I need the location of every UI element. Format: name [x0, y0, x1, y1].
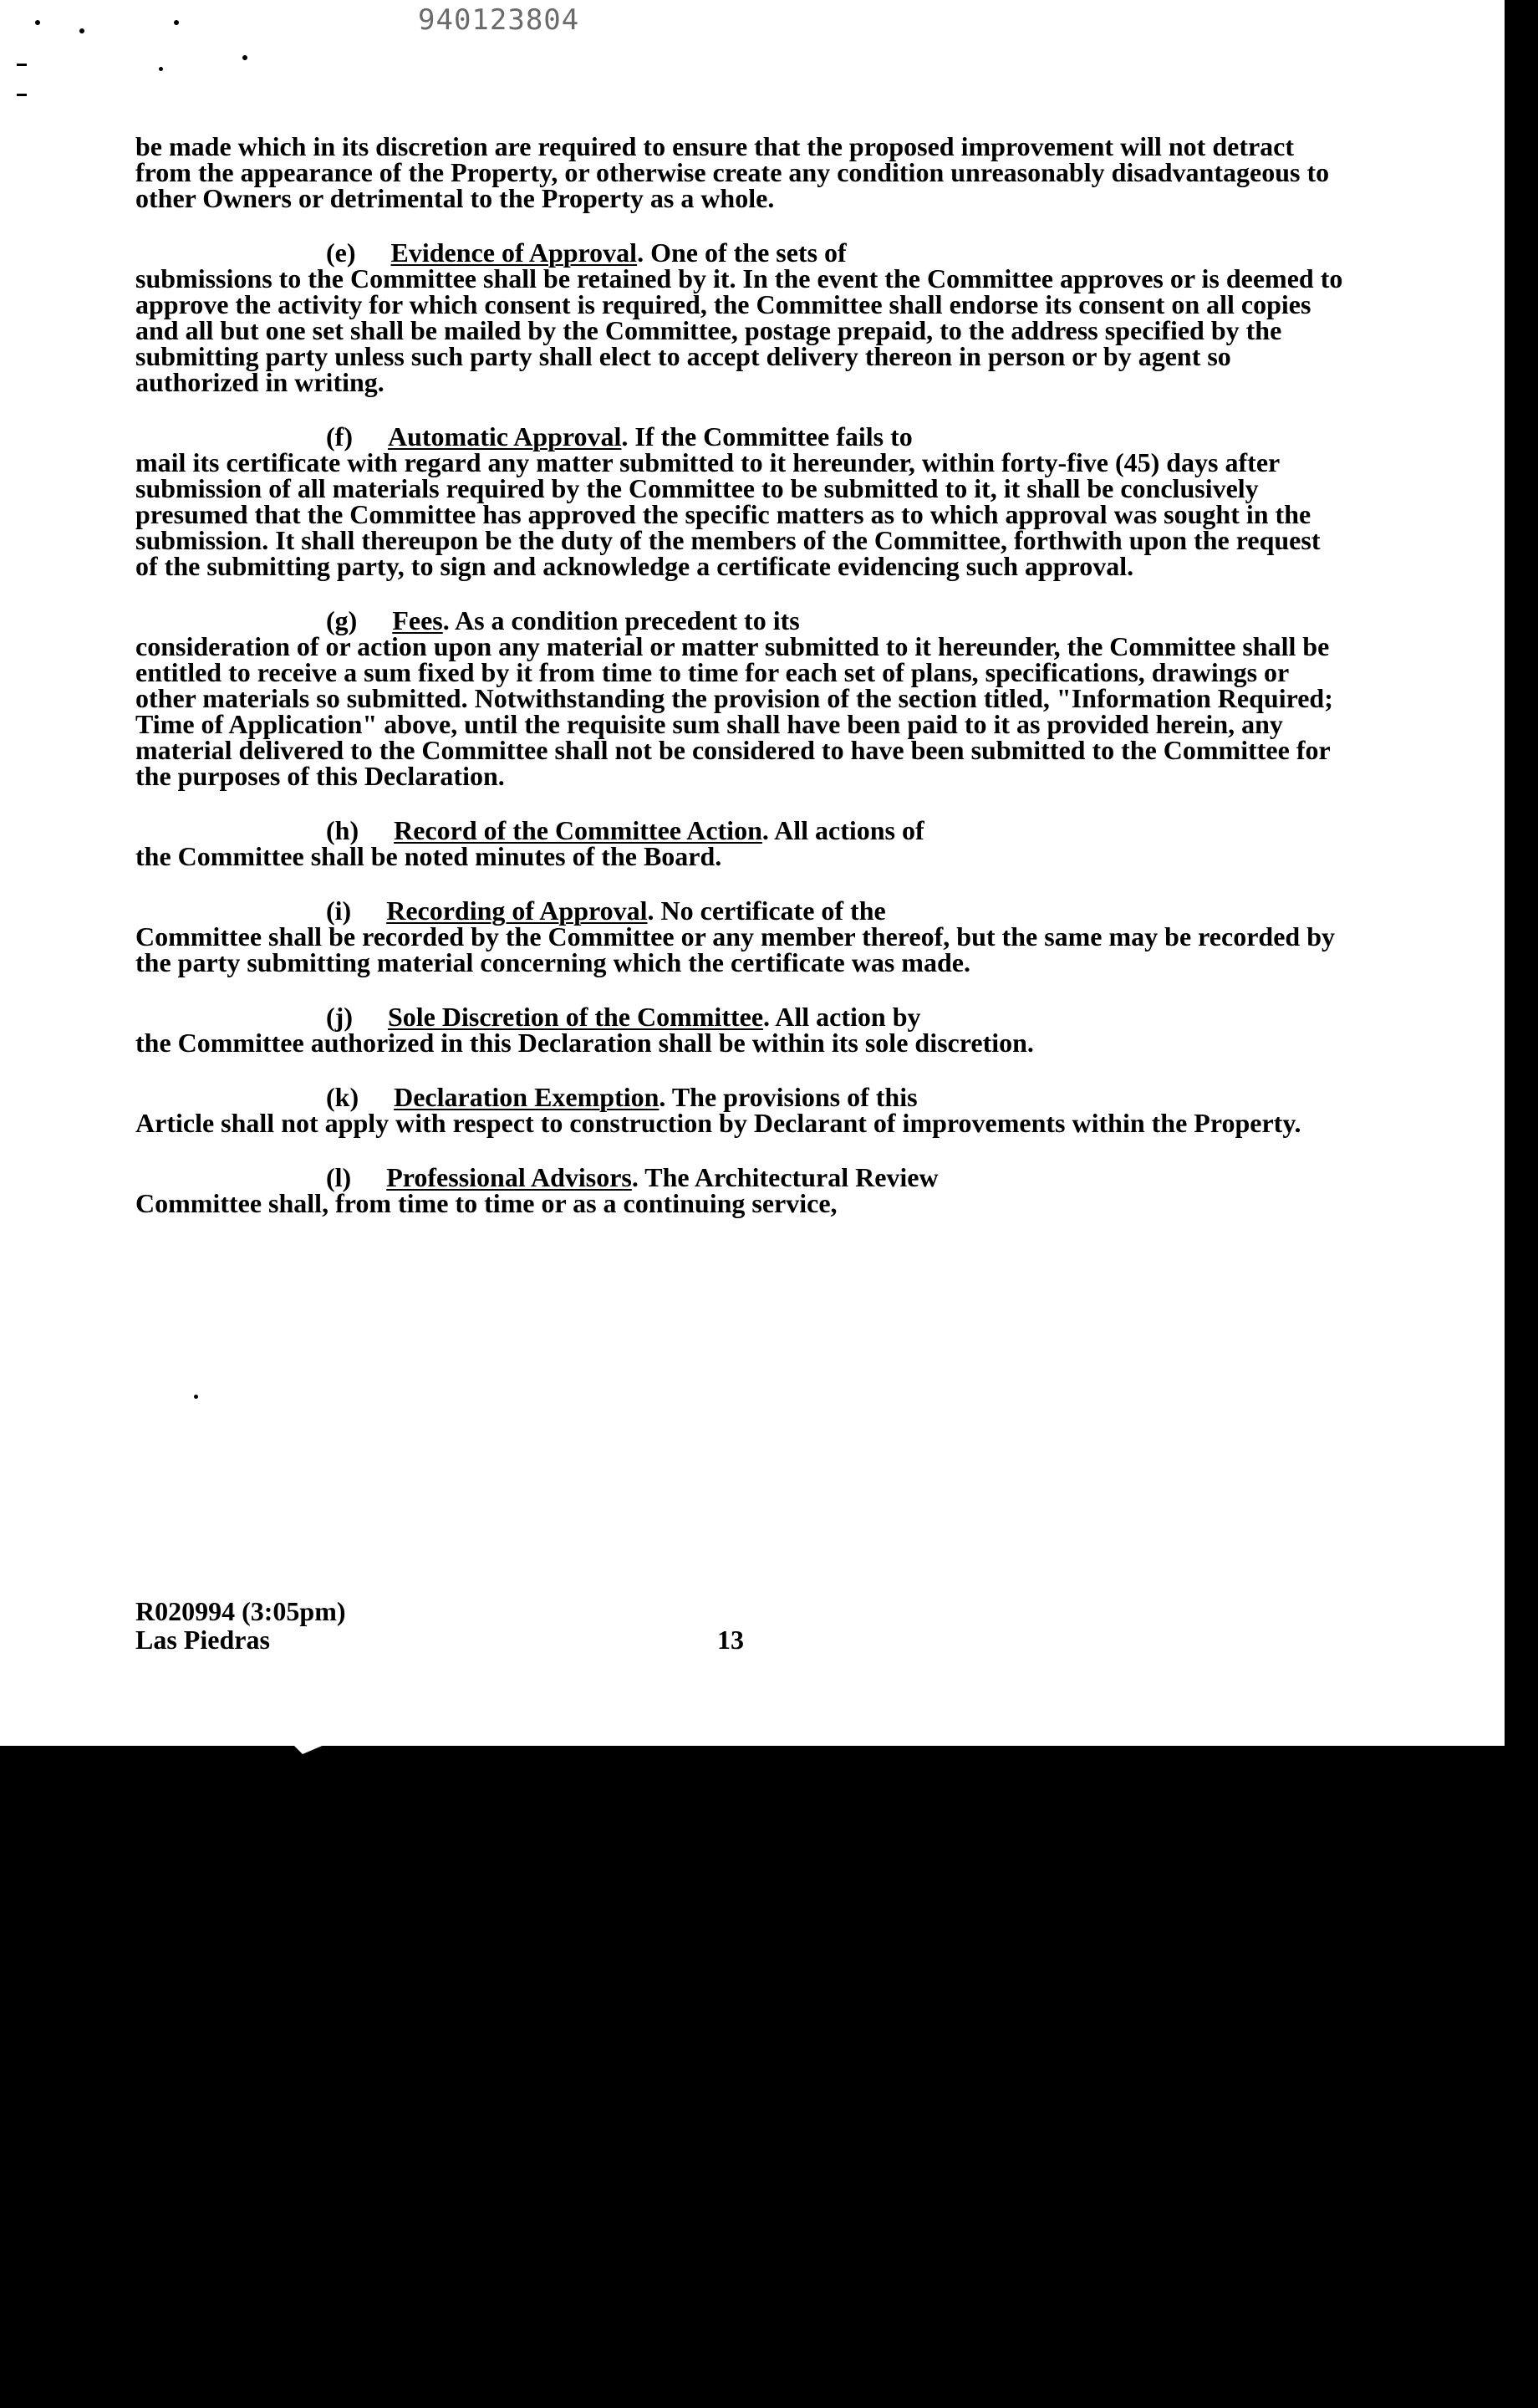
paragraph-first-line — [135, 815, 1347, 845]
footer-project: Las Piedras — [135, 1625, 270, 1655]
paragraph-first-line — [135, 605, 1347, 635]
paragraph-text: submissions to the Committee shall be retained by it. In the event the Committee approves or is deemed to approve the activity for which consent is required, the Committee shall endorse its consent on all copies and all but one set shall be mailed by the Committee, postage prepaid, to the address specified by the submitting party unless such party shall elect to accept delivery thereon in person or by agent so authorized in writing. — [135, 263, 1343, 397]
paragraph-lead: . All action by — [763, 1002, 921, 1032]
paragraph-text: mail its certificate with regard any matter submitted to it hereunder, within forty-five (45) days after submission of all materials required by the Committee to be submitted to it, it shall be conclusively presumed that the Committee has approved the specific matters as to which approval was sought in the submission. It shall thereupon be the duty of the members of the Committee, forthwith upon the request of the submitting party, to sign and acknowledge a certificate evidencing such approval. — [135, 447, 1321, 581]
paragraph-l — [135, 1162, 1347, 1218]
paragraph-lead: . As a condition precedent to its — [442, 605, 800, 635]
paragraph-intro — [135, 131, 1347, 213]
scan-speck — [194, 1395, 198, 1399]
paragraph-first-line — [135, 1162, 1347, 1192]
page-footer — [135, 1597, 1347, 1654]
paragraph-label: (j) — [326, 1002, 353, 1032]
paragraph-first-line — [135, 1084, 1347, 1110]
scan-speck — [159, 67, 163, 71]
section-heading: Professional Advisors — [386, 1162, 632, 1192]
paragraph-text: the Committee authorized in this Declaration shall be within its sole discretion. — [135, 1028, 1034, 1058]
document-body — [135, 131, 1347, 1245]
paragraph-j — [135, 1004, 1347, 1056]
section-heading: Recording of Approval — [386, 895, 648, 926]
paragraph-label: (g) — [326, 605, 358, 635]
paragraph-lead: . One of the sets of — [637, 237, 847, 268]
paragraph-h — [135, 815, 1347, 871]
paragraph-text: Committee shall, from time to time or as a continuing service, — [135, 1188, 838, 1218]
paragraph-first-line — [135, 1004, 1347, 1030]
paragraph-label: (i) — [326, 895, 352, 926]
scan-speck — [35, 20, 40, 25]
section-heading: Evidence of Approval — [390, 237, 638, 268]
paragraph-text: be made which in its discretion are required to ensure that the proposed improvement will not detract from the appearance of the Property, or otherwise create any condition unreasonably disadvantageous to other Owners or detrimental to the Property as a whole. — [135, 131, 1330, 213]
section-heading: Declaration Exemption — [394, 1082, 660, 1112]
paragraph-f — [135, 421, 1347, 581]
paragraph-lead: . No certificate of the — [647, 895, 886, 926]
paragraph-lead: . All actions of — [761, 815, 924, 845]
scan-dash — [17, 64, 27, 66]
paragraph-label: (k) — [326, 1082, 359, 1112]
page-number: 13 — [717, 1625, 744, 1655]
paragraph-label: (f) — [326, 421, 353, 452]
scan-speck — [79, 28, 84, 33]
paragraph-text: Article shall not apply with respect to construction by Declarant of improvements within the Property. — [135, 1108, 1301, 1138]
paragraph-text: Committee shall be recorded by the Committee or any member thereof, but the same may be recorded by the party submitting material concerning which the certificate was made. — [135, 921, 1335, 977]
scan-edge-mark — [293, 1744, 326, 1754]
paragraph-i — [135, 895, 1347, 977]
paragraph-first-line — [135, 421, 1347, 452]
paragraph-lead: . The provisions of this — [659, 1082, 918, 1112]
scan-dash — [17, 94, 27, 96]
scan-speck — [174, 20, 179, 25]
scan-speck — [242, 55, 247, 60]
document-id-stamp: 940123804 — [418, 3, 580, 37]
paragraph-label: (e) — [326, 237, 356, 268]
section-heading: Automatic Approval — [387, 421, 622, 452]
paragraph-first-line — [135, 237, 1347, 268]
footer-code: R020994 (3:05pm) — [135, 1596, 346, 1626]
paragraph-g — [135, 605, 1347, 791]
paragraph-text: the Committee shall be noted minutes of the Board. — [135, 841, 722, 871]
paragraph-label: (l) — [326, 1162, 352, 1192]
paragraph-lead: . If the Committee fails to — [621, 421, 913, 452]
paragraph-e — [135, 237, 1347, 397]
section-heading: Sole Discretion of the Committee — [387, 1002, 764, 1032]
paragraph-label: (h) — [326, 815, 359, 845]
section-heading: Record of the Committee Action — [394, 815, 762, 845]
paragraph-text: consideration of or action upon any material or matter submitted to it hereunder, the Committee shall be entitled to receive a sum fixed by it from time to time for each set of plans, specifications, drawings or other materials so submitted. Notwithstanding the provision of the section titled, "Information Required; Time of Application" above, until the requisite sum shall have been paid to it as provided herein, any material delivered to the Committee shall not be considered to have been submitted to the Committee for the purposes of this Declaration. — [135, 631, 1333, 791]
section-heading: Fees — [392, 605, 443, 635]
paragraph-first-line — [135, 895, 1347, 926]
paragraph-lead: . The Architectural Review — [631, 1162, 939, 1192]
paragraph-k — [135, 1084, 1347, 1136]
